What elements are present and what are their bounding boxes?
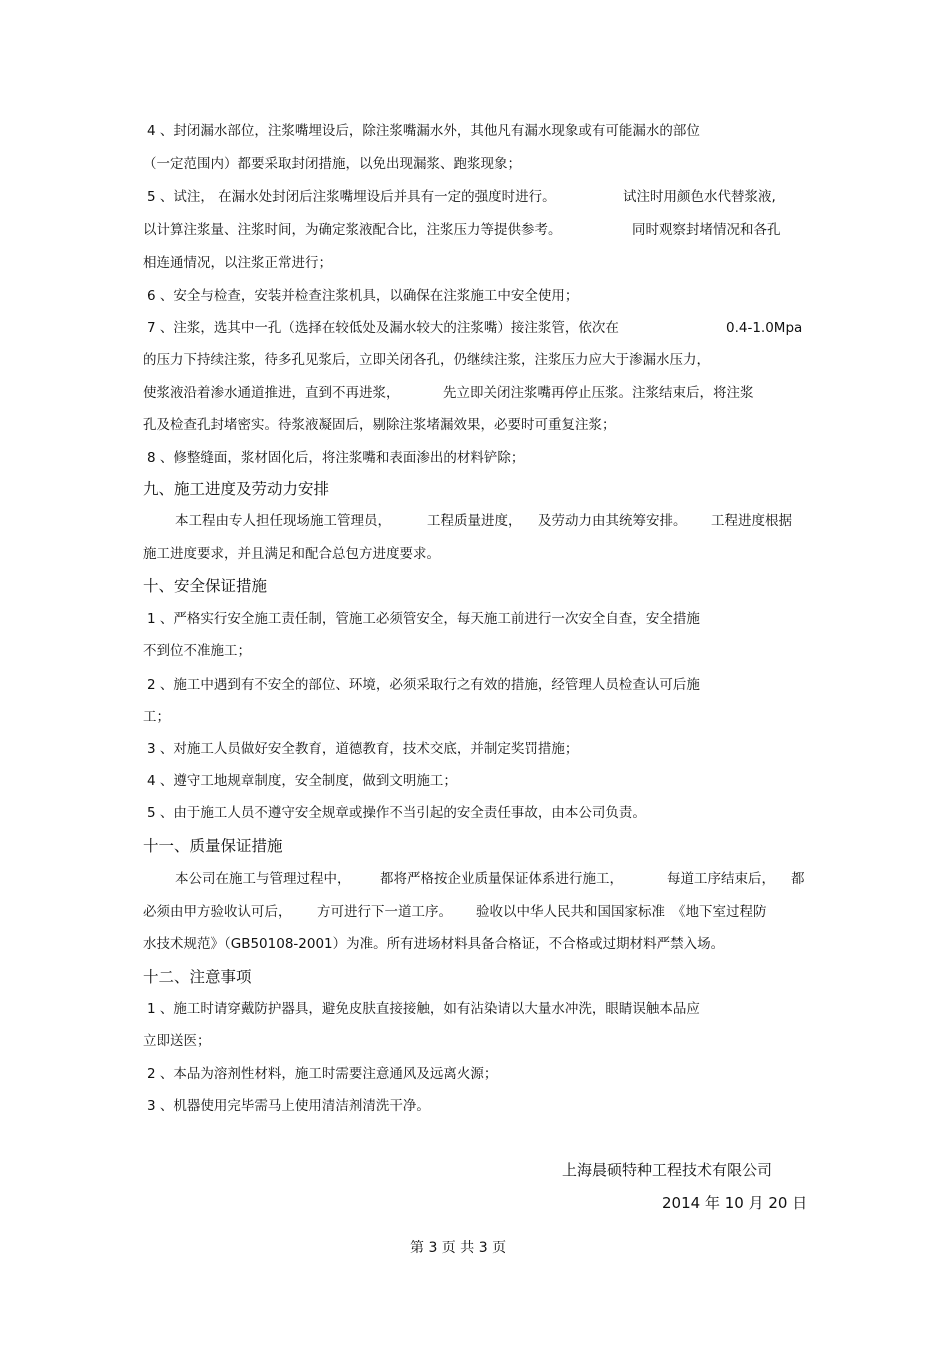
- quality-para: 本公司在施工与管理过程中，: [175, 871, 351, 887]
- notice-item-1: 1 、施工时请穿戴防护器具，避免皮肤直接接触，如有沾染请以大量水冲洗，眼睛误触本品应: [147, 1001, 700, 1017]
- step-5-cont-b: 同时观察封堵情况和各孔: [632, 222, 781, 238]
- section-9-para-c: 及劳动力由其统筹安排。: [538, 513, 687, 529]
- quality-para-b: 都将严格按企业质量保证体系进行施工，: [380, 871, 623, 887]
- safety-item-4: 4 、遵守工地规章制度，安全制度，做到文明施工；: [147, 773, 457, 789]
- step-5-text: 5 、试注， 在漏水处封闭后注浆嘴埋设后并具有一定的强度时进行。: [147, 189, 556, 205]
- section-heading-9: 九、施工进度及劳动力安排: [143, 480, 330, 498]
- signature-date: 2014 年 10 月 20 日: [662, 1194, 808, 1212]
- step-6-text: 6 、安全与检查，安装并检查注浆机具，以确保在注浆施工中安全使用；: [147, 288, 579, 304]
- company-signature: 上海晨硕特种工程技术有限公司: [562, 1161, 773, 1179]
- section-9-para-b: 工程质量进度，: [427, 513, 522, 529]
- safety-item-3: 3 、对施工人员做好安全教育，道德教育，技术交底，并制定奖罚措施；: [147, 741, 579, 757]
- quality-para-cont-2: 水技术规范》（GB50108-2001）为准。所有进场材料具备合格证，不合格或过期材料严禁入场。: [143, 936, 725, 952]
- section-9-para: 本工程由专人担任现场施工管理员，: [175, 513, 391, 529]
- step-5-cont: 以计算注浆量、注浆时间，为确定浆液配合比，注浆压力等提供参考。: [143, 222, 562, 238]
- notice-item-3: 3 、机器使用完毕需马上使用清洁剂清洗干净。: [147, 1098, 430, 1114]
- safety-item-1-cont: 不到位不准施工；: [143, 643, 251, 659]
- step-4-cont: （一定范围内）都要采取封闭措施，以免出现漏浆、跑浆现象；: [143, 156, 521, 172]
- step-7-cont-2: 使浆液沿着渗水通道推进，直到不再进浆，: [143, 385, 400, 401]
- safety-item-1: 1 、严格实行安全施工责任制，管施工必须管安全，每天施工前进行一次安全自查，安全措施: [147, 611, 700, 627]
- step-7-text: 7 、注浆，选其中一孔（选择在较低处及漏水较大的注浆嘴）接注浆管，依次在: [147, 320, 619, 336]
- safety-item-2-cont: 工；: [143, 709, 170, 725]
- step-7-pressure: 0.4-1.0Mpa: [726, 320, 803, 336]
- step-4-text: 4 、封闭漏水部位，注浆嘴埋设后，除注浆嘴漏水外，其他凡有漏水现象或有可能漏水的部位: [147, 123, 700, 139]
- step-5-text-b: 试注时用颜色水代替浆液,: [623, 189, 776, 205]
- step-5-cont-2: 相连通情况，以注浆正常进行；: [143, 255, 332, 271]
- quality-para-cont-c: 验收以中华人民共和国国家标准: [476, 904, 665, 920]
- step-7-cont: 的压力下持续注浆，待多孔见浆后，立即关闭各孔，仍继续注浆，注浆压力应大于渗漏水压力，: [143, 352, 710, 368]
- step-8-text: 8 、修整缝面，浆材固化后，将注浆嘴和表面渗出的材料铲除；: [147, 450, 525, 466]
- quality-para-cont-b: 方可进行下一道工序。: [317, 904, 452, 920]
- safety-item-5: 5 、由于施工人员不遵守安全规章或操作不当引起的安全责任事故，由本公司负责。: [147, 805, 646, 821]
- quality-para-d: 都: [791, 871, 805, 887]
- page-footer: 第 3 页 共 3 页: [410, 1240, 507, 1256]
- quality-para-cont-d: 《地下室过程防: [672, 904, 767, 920]
- quality-para-cont: 必须由甲方验收认可后，: [143, 904, 292, 920]
- section-heading-10: 十、安全保证措施: [143, 577, 268, 595]
- section-heading-12: 十二、注意事项: [143, 968, 252, 986]
- notice-item-1-cont: 立即送医；: [143, 1033, 211, 1049]
- notice-item-2: 2 、本品为溶剂性材料，施工时需要注意通风及远离火源；: [147, 1066, 498, 1082]
- step-7-cont-2b: 先立即关闭注浆嘴再停止压浆。注浆结束后，将注浆: [443, 385, 754, 401]
- quality-para-c: 每道工序结束后，: [667, 871, 775, 887]
- section-heading-11: 十一、质量保证措施: [143, 837, 283, 855]
- section-9-para-d: 工程进度根据: [711, 513, 792, 529]
- section-9-para-cont: 施工进度要求，并且满足和配合总包方进度要求。: [143, 546, 440, 562]
- safety-item-2: 2 、施工中遇到有不安全的部位、环境，必须采取行之有效的措施，经管理人员检查认可后施: [147, 677, 700, 693]
- step-7-cont-3: 孔及检查孔封堵密实。待浆液凝固后，剔除注浆堵漏效果，必要时可重复注浆；: [143, 417, 616, 433]
